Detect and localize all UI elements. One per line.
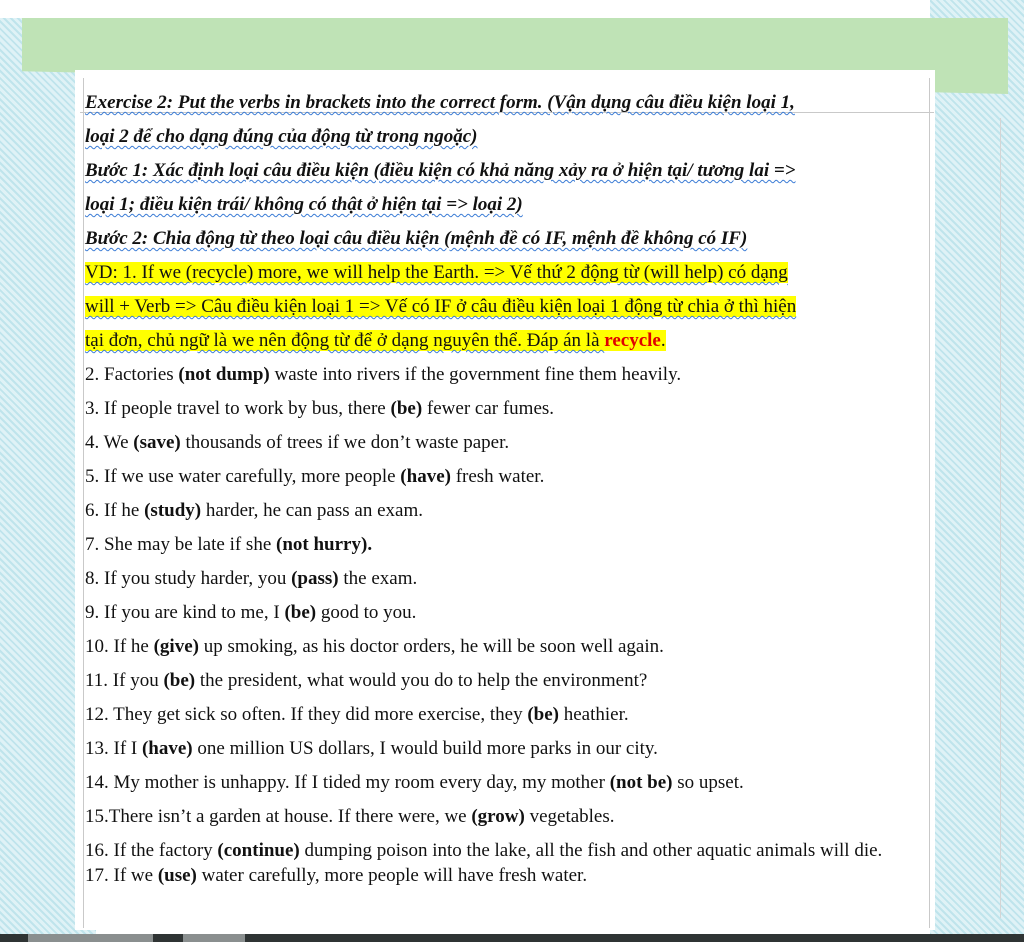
exercise-title-cont: loại 2 để cho dạng đúng của động từ trong ngoặc) bbox=[85, 126, 478, 147]
list-item: 10. If he (give) up smoking, as his doctor orders, he will be soon well again. bbox=[85, 636, 664, 657]
list-item: 14. My mother is unhappy. If I tided my room every day, my mother (not be) so upset. bbox=[85, 772, 744, 793]
list-item: 11. If you (be) the president, what would you do to help the environment? bbox=[85, 670, 648, 691]
list-item: 9. If you are kind to me, I (be) good to you. bbox=[85, 602, 417, 623]
list-item: 3. If people travel to work by bus, there (be) fewer car fumes. bbox=[85, 398, 555, 419]
list-item: 17. If we (use) water carefully, more people will have fresh water. bbox=[85, 865, 588, 886]
step-1: Bước 1: Xác định loại câu điều kiện (điều kiện có khả năng xảy ra ở hiện tại/ tương lai => bbox=[85, 160, 796, 181]
list-item: 16. If the factory (continue) dumping poison into the lake, all the fish and other aquatic animals will die. bbox=[85, 840, 883, 861]
list-item: 5. If we use water carefully, more people (have) fresh water. bbox=[85, 466, 545, 487]
list-item: 13. If I (have) one million US dollars, I would build more parks in our city. bbox=[85, 738, 658, 759]
example-line-2: will + Verb => Câu điều kiện loại 1 => Vế có IF ở câu điều kiện loại 1 động từ chia ở thì hiện bbox=[85, 296, 797, 317]
example-line-3: tại đơn, chủ ngữ là we nên động từ để ở dạng nguyên thể. Đáp án là recycle. bbox=[85, 330, 666, 351]
page-background-right bbox=[930, 0, 1024, 942]
margin-guide-outer bbox=[1000, 118, 1001, 918]
list-item: 2. Factories (not dump) waste into rivers if the government fine them heavily. bbox=[85, 364, 682, 385]
margin-guide-left bbox=[83, 78, 84, 928]
example-answer: recycle bbox=[604, 330, 661, 351]
top-band bbox=[0, 0, 1024, 18]
document-body bbox=[85, 86, 935, 897]
example-line-1: VD: 1. If we (recycle) more, we will help the Earth. => Vế thứ 2 động từ (will help) có dạng bbox=[85, 262, 788, 283]
step-1-cont: loại 1; điều kiện trái/ không có thật ở hiện tại => loại 2) bbox=[85, 194, 523, 215]
exercise-title: Exercise 2: Put the verbs in brackets into the correct form. (Vận dụng câu điều kiện loại 1, bbox=[85, 92, 795, 113]
scrollbar-thumb[interactable] bbox=[183, 934, 245, 942]
scrollbar-segment bbox=[28, 934, 153, 942]
list-item: 15.There isn’t a garden at house. If there were, we (grow) vegetables. bbox=[85, 806, 615, 827]
list-item: 12. They get sick so often. If they did more exercise, they (be) heathier. bbox=[85, 704, 629, 725]
list-item: 7. She may be late if she (not hurry). bbox=[85, 534, 373, 555]
list-item: 4. We (save) thousands of trees if we don’t waste paper. bbox=[85, 432, 510, 453]
list-item: 6. If he (study) harder, he can pass an exam. bbox=[85, 500, 423, 521]
exercise-items bbox=[85, 358, 935, 897]
bottom-scrollbar[interactable] bbox=[0, 934, 1024, 942]
step-2: Bước 2: Chia động từ theo loại câu điều kiện (mệnh đề có IF, mệnh đề không có IF) bbox=[85, 228, 748, 249]
list-item: 8. If you study harder, you (pass) the exam. bbox=[85, 568, 418, 589]
